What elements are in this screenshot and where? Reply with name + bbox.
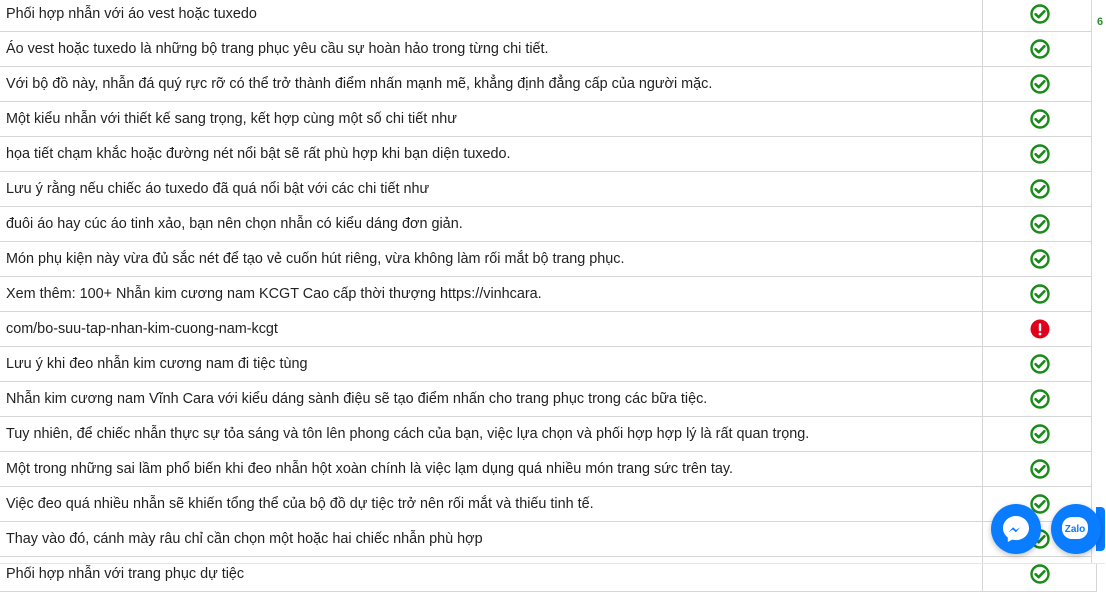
table-row [0, 452, 1097, 487]
row-text: Một kiểu nhẫn với thiết kế sang trọng, kết hợp cùng một số chi tiết như [0, 102, 983, 137]
row-status [983, 207, 1097, 242]
zalo-chat-button[interactable] [1051, 504, 1101, 554]
table-row [0, 0, 1097, 32]
row-text: đuôi áo hay cúc áo tinh xảo, bạn nên chọn nhẫn có kiểu dáng đơn giản. [0, 207, 983, 242]
check-circle-icon [1030, 354, 1050, 374]
check-circle-icon [1030, 214, 1050, 234]
row-text: Nhẫn kim cương nam Vĩnh Cara với kiểu dáng sành điệu sẽ tạo điểm nhấn cho trang phục trong các bữa tiệc. [0, 382, 983, 417]
table-row [0, 347, 1097, 382]
check-circle-icon [1030, 4, 1050, 24]
check-circle-icon [1030, 459, 1050, 479]
row-status [983, 32, 1097, 67]
row-status [983, 242, 1097, 277]
check-circle-icon [1030, 424, 1050, 444]
row-status [983, 417, 1097, 452]
row-text: Với bộ đồ này, nhẫn đá quý rực rỡ có thể trở thành điểm nhấn mạnh mẽ, khẳng định đẳng cấp của người mặc. [0, 67, 983, 102]
row-text: Tuy nhiên, để chiếc nhẫn thực sự tỏa sáng và tôn lên phong cách của bạn, việc lựa chọn và phối hợp hợp lý là rất quan trọng. [0, 417, 983, 452]
table-row [0, 522, 1097, 557]
table-row [0, 172, 1097, 207]
table-row [0, 102, 1097, 137]
row-text: Áo vest hoặc tuxedo là những bộ trang phục yêu cầu sự hoàn hảo trong từng chi tiết. [0, 32, 983, 67]
row-status [983, 172, 1097, 207]
table-row [0, 277, 1097, 312]
row-text: Phối hợp nhẫn với trang phục dự tiệc [0, 557, 983, 592]
check-circle-icon [1030, 284, 1050, 304]
check-circle-icon [1030, 389, 1050, 409]
messenger-icon [1000, 513, 1032, 545]
row-text: Xem thêm: 100+ Nhẫn kim cương nam KCGT Cao cấp thời thượng https://vinhcara. [0, 277, 983, 312]
row-text: Món phụ kiện này vừa đủ sắc nét để tạo vẻ cuốn hút riêng, vừa không làm rối mắt bộ trang phục. [0, 242, 983, 277]
zalo-icon [1058, 511, 1094, 547]
table-row [0, 417, 1097, 452]
row-status [983, 67, 1097, 102]
row-status [983, 102, 1097, 137]
row-text: họa tiết chạm khắc hoặc đường nét nổi bật sẽ rất phù hợp khi bạn diện tuxedo. [0, 137, 983, 172]
right-scroll-rail[interactable] [1091, 0, 1106, 563]
row-status [983, 0, 1097, 32]
table-row [0, 382, 1097, 417]
row-text: Việc đeo quá nhiều nhẫn sẽ khiến tổng thể của bộ đồ dự tiệc trở nên rối mắt và thiếu tinh tế. [0, 487, 983, 522]
bottom-divider [0, 563, 1105, 564]
check-circle-icon [1030, 74, 1050, 94]
row-text: Một trong những sai lầm phổ biến khi đeo nhẫn hột xoàn chính là việc lạm dụng quá nhiều món trang sức trên tay. [0, 452, 983, 487]
check-circle-icon [1030, 179, 1050, 199]
rail-mark: 6 [1097, 16, 1104, 28]
table-row [0, 312, 1097, 347]
check-circle-icon [1030, 144, 1050, 164]
table-row [0, 137, 1097, 172]
table-row [0, 557, 1097, 592]
check-circle-icon [1030, 564, 1050, 584]
row-text: Phối hợp nhẫn với áo vest hoặc tuxedo [0, 0, 983, 32]
check-circle-icon [1030, 39, 1050, 59]
row-text: Thay vào đó, cánh mày râu chỉ cần chọn một hoặc hai chiếc nhẫn phù hợp [0, 522, 983, 557]
table-row [0, 242, 1097, 277]
table-row [0, 207, 1097, 242]
row-status [983, 452, 1097, 487]
row-status [983, 347, 1097, 382]
check-circle-icon [1030, 109, 1050, 129]
zalo-label: Zalo [1064, 524, 1086, 535]
messenger-chat-button[interactable] [991, 504, 1041, 554]
row-status [983, 382, 1097, 417]
exclamation-circle-icon [1030, 319, 1050, 339]
table-row [0, 32, 1097, 67]
table-row [0, 67, 1097, 102]
row-status [983, 137, 1097, 172]
row-text: Lưu ý rằng nếu chiếc áo tuxedo đã quá nổi bật với các chi tiết như [0, 172, 983, 207]
table-row [0, 487, 1097, 522]
row-status [983, 557, 1097, 592]
row-status [983, 277, 1097, 312]
row-text: Lưu ý khi đeo nhẫn kim cương nam đi tiệc tùng [0, 347, 983, 382]
row-text: com/bo-suu-tap-nhan-kim-cuong-nam-kcgt [0, 312, 983, 347]
row-status [983, 312, 1097, 347]
check-circle-icon [1030, 249, 1050, 269]
